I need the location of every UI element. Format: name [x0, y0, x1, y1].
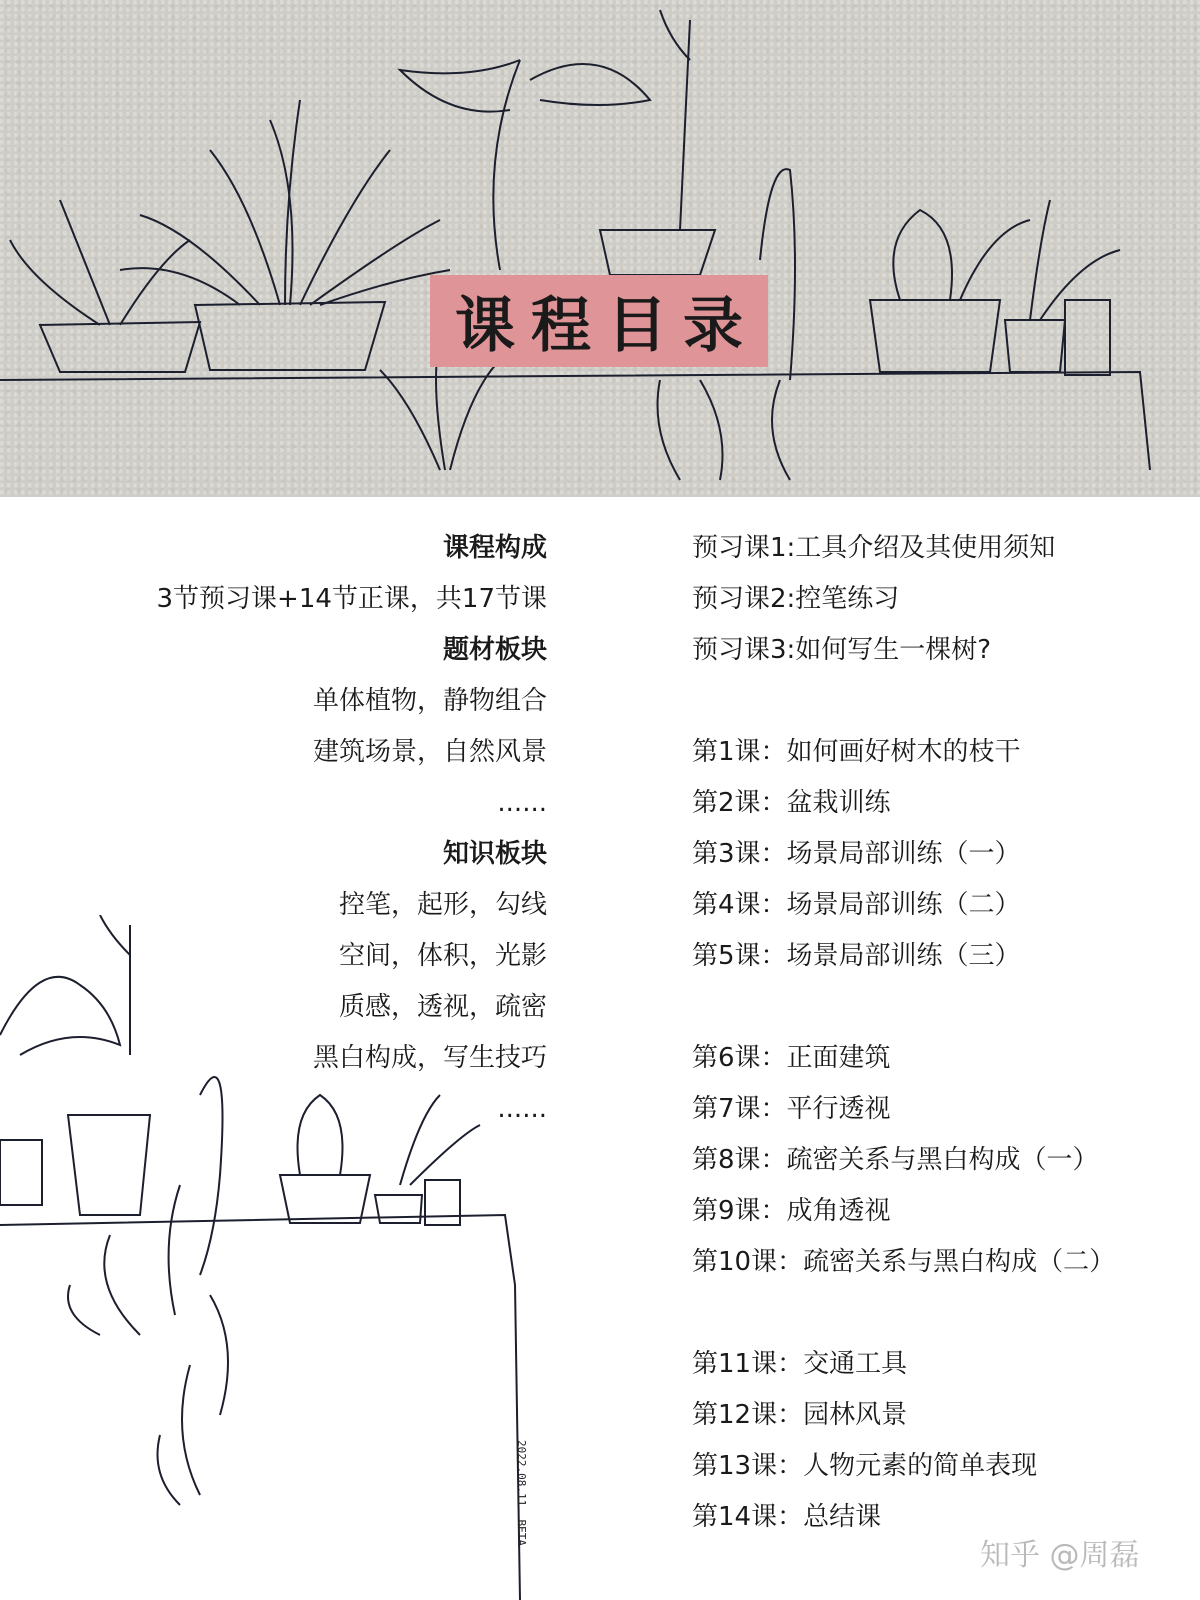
artist-signature: 2022.08.11. BETA: [515, 1440, 528, 1546]
lesson-item: 第12课：园林风景: [692, 1400, 908, 1430]
lesson-item: 预习课3:如何写生一棵树?: [692, 635, 992, 665]
lesson-item: 第3课：场景局部训练（一）: [692, 839, 1021, 869]
overview-line: 空间，体积，光影: [338, 941, 547, 971]
overview-line: 质感，透视，疏密: [338, 992, 547, 1022]
lesson-item: 第5课：场景局部训练（三）: [692, 941, 1021, 971]
lesson-item: 预习课1:工具介绍及其使用须知: [692, 533, 1056, 563]
overview-line: 黑白构成，写生技巧: [312, 1043, 547, 1073]
section-heading: 知识板块: [442, 839, 547, 869]
lesson-item: 第2课：盆栽训练: [692, 788, 891, 818]
lesson-item: 第11课：交通工具: [692, 1349, 908, 1379]
section-heading: 题材板块: [442, 635, 547, 665]
lesson-item: 第4课：场景局部训练（二）: [692, 890, 1021, 920]
lesson-item: 第14课：总结课: [692, 1502, 882, 1532]
header-banner: [0, 0, 1200, 497]
lesson-item: 预习课2:控笔练习: [692, 584, 900, 614]
potted-plants-sketch-icon: [0, 0, 1200, 497]
overview-line: 单体植物，静物组合: [312, 686, 547, 716]
group-spacer: [692, 1288, 1192, 1339]
title-badge: [430, 275, 768, 367]
overview-line: 控笔，起形，勾线: [338, 890, 547, 920]
page-title: 课程目录: [455, 291, 759, 361]
lesson-item: 第7课：平行透视: [692, 1094, 891, 1124]
lesson-item: 第9课：成角透视: [692, 1196, 891, 1226]
section-heading: 课程构成: [442, 533, 547, 563]
lesson-item: 第10课：疏密关系与黑白构成（二）: [692, 1247, 1116, 1277]
overview-line: ......: [497, 1094, 547, 1124]
overview-line: ......: [497, 788, 547, 818]
lesson-item: 第8课：疏密关系与黑白构成（一）: [692, 1145, 1099, 1175]
cactus-sketch-icon: [0, 915, 560, 1600]
watermark: 知乎 @周磊: [980, 1538, 1140, 1573]
lesson-item: 第1课：如何画好树木的枝干: [692, 737, 1021, 767]
group-spacer: [692, 676, 1192, 727]
overview-line: 3节预习课+14节正课，共17节课: [156, 584, 547, 614]
overview-line: 建筑场景，自然风景: [312, 737, 547, 767]
group-spacer: [692, 982, 1192, 1033]
lesson-item: 第6课：正面建筑: [692, 1043, 891, 1073]
lesson-item: 第13课：人物元素的简单表现: [692, 1451, 1038, 1481]
lesson-list: [692, 523, 1192, 1543]
